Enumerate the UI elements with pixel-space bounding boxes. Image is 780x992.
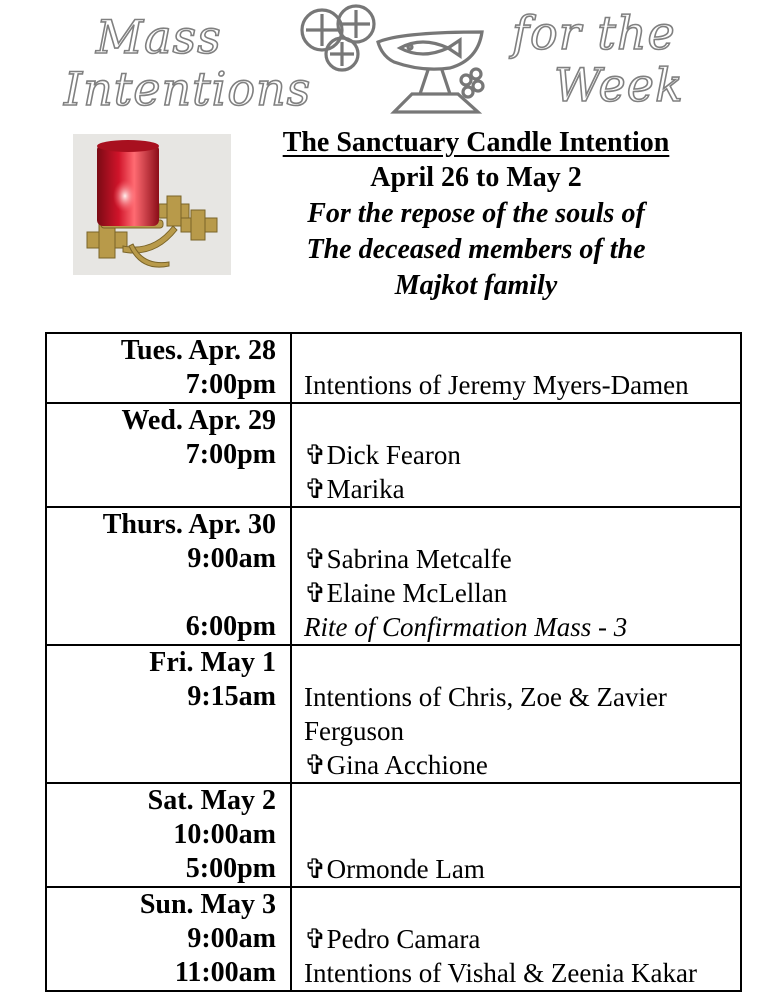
schedule-row: [46, 783, 741, 887]
schedule-intentions-cell: [291, 887, 741, 991]
intention-line: The deceased members of the: [306, 234, 646, 265]
schedule-time: 6:00pm: [185, 611, 276, 642]
schedule-day-time-cell: [46, 887, 291, 991]
schedule-row: [46, 333, 741, 403]
intention-item: ✞Elaine McLellan: [304, 578, 508, 608]
schedule-time: 10:00am: [173, 819, 276, 850]
header-word-mass: Mass: [96, 10, 222, 64]
schedule-intentions-cell: [291, 783, 741, 887]
schedule-day: Sun. May 3: [139, 889, 276, 920]
schedule-intentions-cell: [291, 507, 741, 645]
intention-item: Intentions of Vishal & Zeenia Kakar: [304, 958, 698, 988]
schedule-time: 9:00am: [187, 923, 276, 954]
header-word-for-the: for the: [512, 6, 676, 60]
schedule-spacer: [304, 888, 740, 922]
intention-item: ✞Dick Fearon: [304, 440, 461, 470]
schedule-day: Fri. May 1: [149, 647, 276, 678]
schedule-day-time-cell: [46, 783, 291, 887]
schedule-intentions-cell: [291, 403, 741, 507]
schedule-intentions-cell: [291, 333, 741, 403]
schedule-day: Thurs. Apr. 30: [102, 509, 276, 540]
schedule-time: 5:00pm: [185, 853, 276, 884]
intention-line: For the repose of the souls of: [307, 198, 645, 229]
schedule-row: [46, 887, 741, 991]
schedule-spacer: [304, 784, 740, 818]
header-word-week: Week: [554, 58, 684, 112]
intention-item: ✞Ormonde Lam: [304, 854, 485, 884]
header-banner: [60, 0, 740, 122]
schedule-time: 11:00am: [174, 957, 276, 988]
intention-item: Intentions of Chris, Zoe & Zavier: [304, 682, 667, 712]
intention-dates: April 26 to May 2: [370, 162, 582, 193]
sanctuary-candle-image: [73, 134, 231, 275]
schedule-row: [46, 507, 741, 645]
schedule-time: 7:00pm: [185, 369, 276, 400]
schedule-time: 7:00pm: [185, 439, 276, 470]
schedule-spacer: [304, 646, 740, 680]
intention-title: The Sanctuary Candle Intention: [282, 127, 670, 158]
schedule-day-time-cell: [46, 333, 291, 403]
mass-schedule-table: [45, 332, 742, 992]
intention-item: Rite of Confirmation Mass - 3: [304, 612, 628, 642]
intention-item: Ferguson: [304, 716, 405, 746]
schedule-day: Tues. Apr. 28: [120, 335, 276, 366]
sanctuary-candle-intention: [246, 126, 706, 304]
intention-line: Majkot family: [394, 270, 558, 301]
schedule-time: 9:00am: [187, 543, 276, 574]
intention-item: ✞Marika: [304, 474, 405, 504]
chalice-host-fish-icon: [282, 2, 502, 120]
schedule-spacer: [304, 404, 740, 438]
schedule-intentions-cell: [291, 645, 741, 783]
header-word-intentions: Intentions: [64, 62, 312, 116]
schedule-time: 9:15am: [187, 681, 276, 712]
schedule-row: [46, 645, 741, 783]
schedule-day-time-cell: [46, 645, 291, 783]
intention-item: Intentions of Jeremy Myers-Damen: [304, 370, 689, 400]
schedule-day-time-cell: [46, 507, 291, 645]
schedule-day-time-cell: [46, 403, 291, 507]
schedule-spacer: [304, 508, 740, 542]
schedule-spacer: [304, 818, 740, 852]
intention-item: ✞Sabrina Metcalfe: [304, 544, 512, 574]
schedule-spacer: [47, 576, 276, 610]
schedule-day: Wed. Apr. 29: [121, 405, 276, 436]
intention-item: ✞Gina Acchione: [304, 750, 488, 780]
intention-item: ✞Pedro Camara: [304, 924, 481, 954]
schedule-day: Sat. May 2: [147, 785, 276, 816]
schedule-spacer: [304, 334, 740, 368]
schedule-row: [46, 403, 741, 507]
